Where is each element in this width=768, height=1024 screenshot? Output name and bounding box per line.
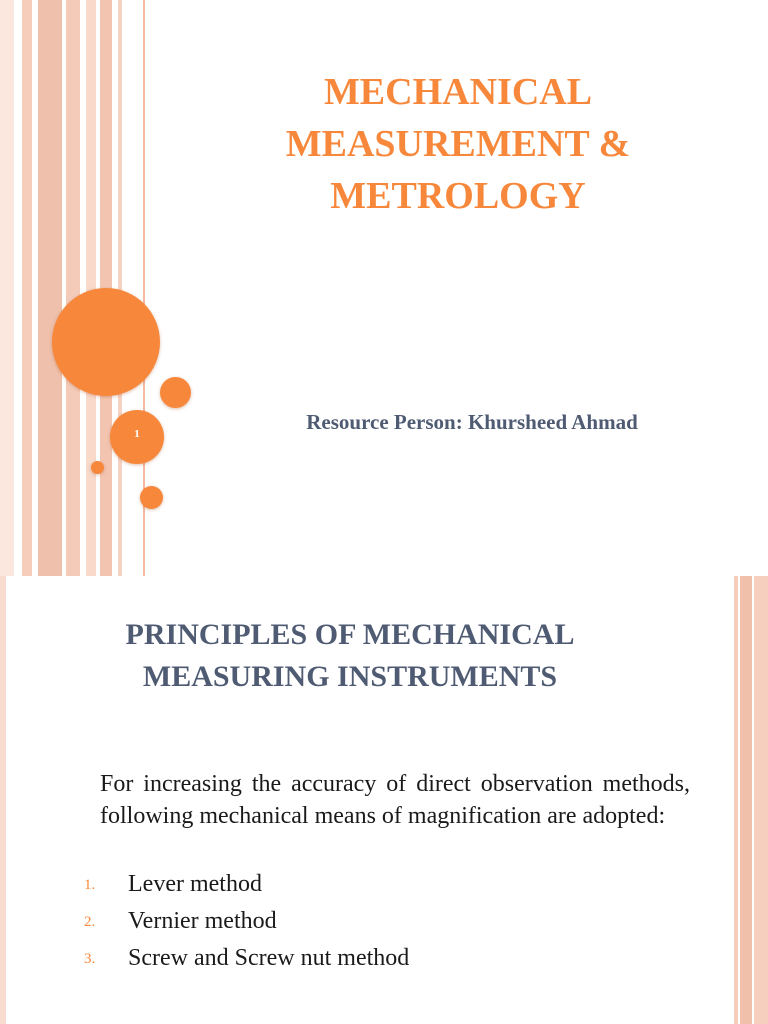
decorative-stripe [0, 576, 6, 1024]
title-line: METROLOGY [330, 175, 586, 217]
body-paragraph: For increasing the accuracy of direct observation methods, following mechanical means of magnification are adopted: [100, 771, 690, 829]
slide-number-circle [110, 410, 164, 464]
decorative-circle-tiny [91, 461, 104, 474]
decorative-stripe [38, 0, 62, 576]
decorative-stripe [734, 576, 738, 1024]
slide-title [60, 614, 640, 698]
decorative-stripe [0, 0, 14, 576]
list-item-text: Vernier method [128, 908, 277, 934]
decorative-stripe [740, 576, 752, 1024]
decorative-stripe [118, 0, 122, 576]
title-line: MEASUREMENT & [285, 123, 631, 165]
slide-number: 1 [134, 428, 140, 440]
title-line: PRINCIPLES OF MECHANICAL [125, 618, 575, 651]
decorative-circle-small [160, 377, 191, 408]
title-line: MEASURING INSTRUMENTS [142, 660, 558, 693]
list-number: 1. [84, 877, 96, 893]
decorative-stripe [86, 0, 96, 576]
decorative-stripe [754, 576, 768, 1024]
content-slide [0, 576, 768, 1024]
decorative-circle-large [52, 288, 160, 396]
decorative-stripe [66, 0, 80, 576]
list-item-text: Lever method [128, 871, 262, 897]
list-number: 2. [84, 914, 96, 930]
list-number: 3. [84, 951, 96, 967]
resource-person: Resource Person: Khursheed Ahmad [306, 410, 638, 434]
decorative-circle-small [140, 486, 163, 509]
title-line: MECHANICAL [323, 71, 593, 113]
decorative-stripe [22, 0, 32, 576]
slide-title [200, 66, 716, 222]
list-item-text: Screw and Screw nut method [128, 945, 410, 971]
